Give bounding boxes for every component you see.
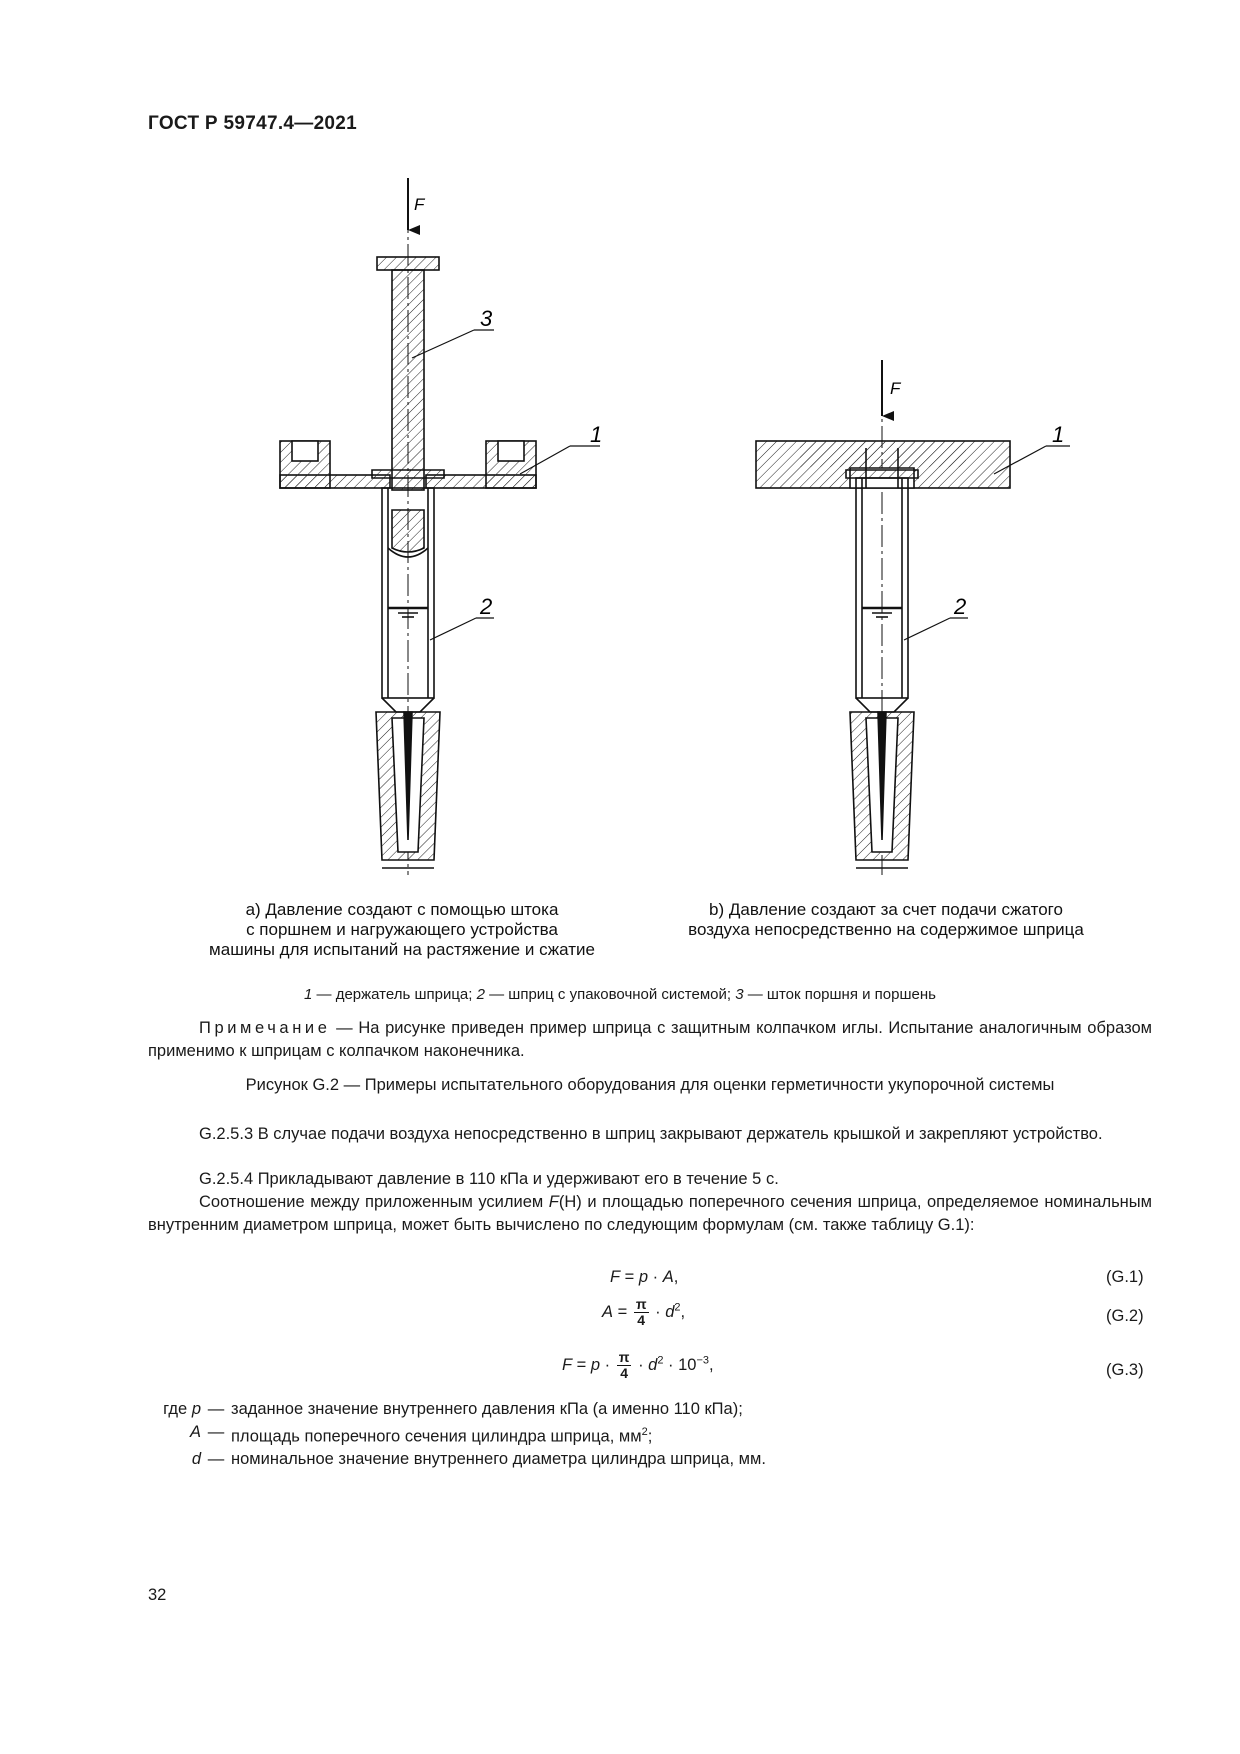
panel-b-drawing — [756, 360, 1010, 875]
formula-g2-number: (G.2) — [1106, 1307, 1144, 1325]
panel-a-force-label: F — [414, 195, 425, 214]
piston — [392, 510, 424, 552]
variable-definitions — [148, 1398, 1152, 1470]
definition-p: где p — заданное значение внутреннего давления кПа (а именно 110 кПа); — [163, 1400, 743, 1418]
callout-a-3: 3 — [480, 306, 493, 331]
plunger-head — [377, 257, 439, 270]
definition-d: d — номинальное значение внутреннего диаметра цилиндра шприца, мм. — [191, 1449, 766, 1468]
plunger-rod — [392, 270, 424, 490]
figure-legend: 1 — держатель шприца; 2 — шприц с упаковочной системой; 3 — шток поршня и поршень — [304, 986, 936, 1003]
formula-g3-number: (G.3) — [1106, 1361, 1144, 1379]
figure-note — [148, 1017, 1152, 1062]
fraction-pi-4: $\frac{\pi}{4}$ — [635, 1296, 647, 1328]
definition-a: A — площадь поперечного сечения цилиндра шприца, $мм^2$; — [189, 1422, 653, 1445]
callout-a-2: 2 — [480, 594, 493, 619]
callout-a-1: 1 — [590, 422, 603, 447]
note-text: — На рисунке приведен пример шприца с защитным колпачком иглы. Испытание аналогичным образом применимо к шприцам с колпачком наконечника. — [148, 1019, 1152, 1060]
callout-b-1: 1 — [1052, 422, 1065, 447]
panel-b-force-label: F — [890, 379, 901, 398]
figure-title: Рисунок G.2 — Примеры испытательного оборудования для оценки герметичности укупорочной системы — [245, 1076, 1055, 1094]
caption-panel-b: b) Давление создают за счет подачи сжатого воздуха непосредственно на содержимое шприца — [688, 900, 1084, 939]
fraction-pi-4: $\frac{\pi}{4}$ — [618, 1349, 630, 1381]
paragraph-relation: Соотношение между приложенным усилием F(Н) и площадью поперечного сечения шприца, определяемое номинальным внутренним диаметром шприца, может быть вычислено по следующим формулам (см. также таблицу G.1): — [148, 1193, 1152, 1234]
formula-g1: F = p · A, — [610, 1268, 679, 1286]
page-number: 32 — [148, 1586, 167, 1604]
note-label: Примечание — [199, 1019, 331, 1037]
paragraph-g254: G.2.5.4 Прикладывают давление в 110 кПа и удерживают его в течение 5 с. — [199, 1170, 779, 1188]
formula-g1-number: (G.1) — [1106, 1268, 1144, 1286]
formula-g3: F = p · $\frac{\pi}{4}$ · $d^2 \cdot 10^{-3}$, — [562, 1349, 714, 1381]
caption-panel-a: а) Давление создают с помощью штока с поршнем и нагружающего устройства машины для испытаний на растяжение и сжатие — [209, 900, 595, 959]
paragraph-g253: G.2.5.3 В случае подачи воздуха непосредственно в шприц закрывают держатель крышкой и закрепляют устройство. — [199, 1125, 1103, 1143]
standard-header: ГОСТ Р 59747.4—2021 — [148, 113, 358, 134]
callout-b-2: 2 — [954, 594, 967, 619]
panel-a-drawing — [280, 178, 536, 875]
formula-g2: A = $\frac{\pi}{4}$ · $d^2$, — [602, 1296, 686, 1328]
